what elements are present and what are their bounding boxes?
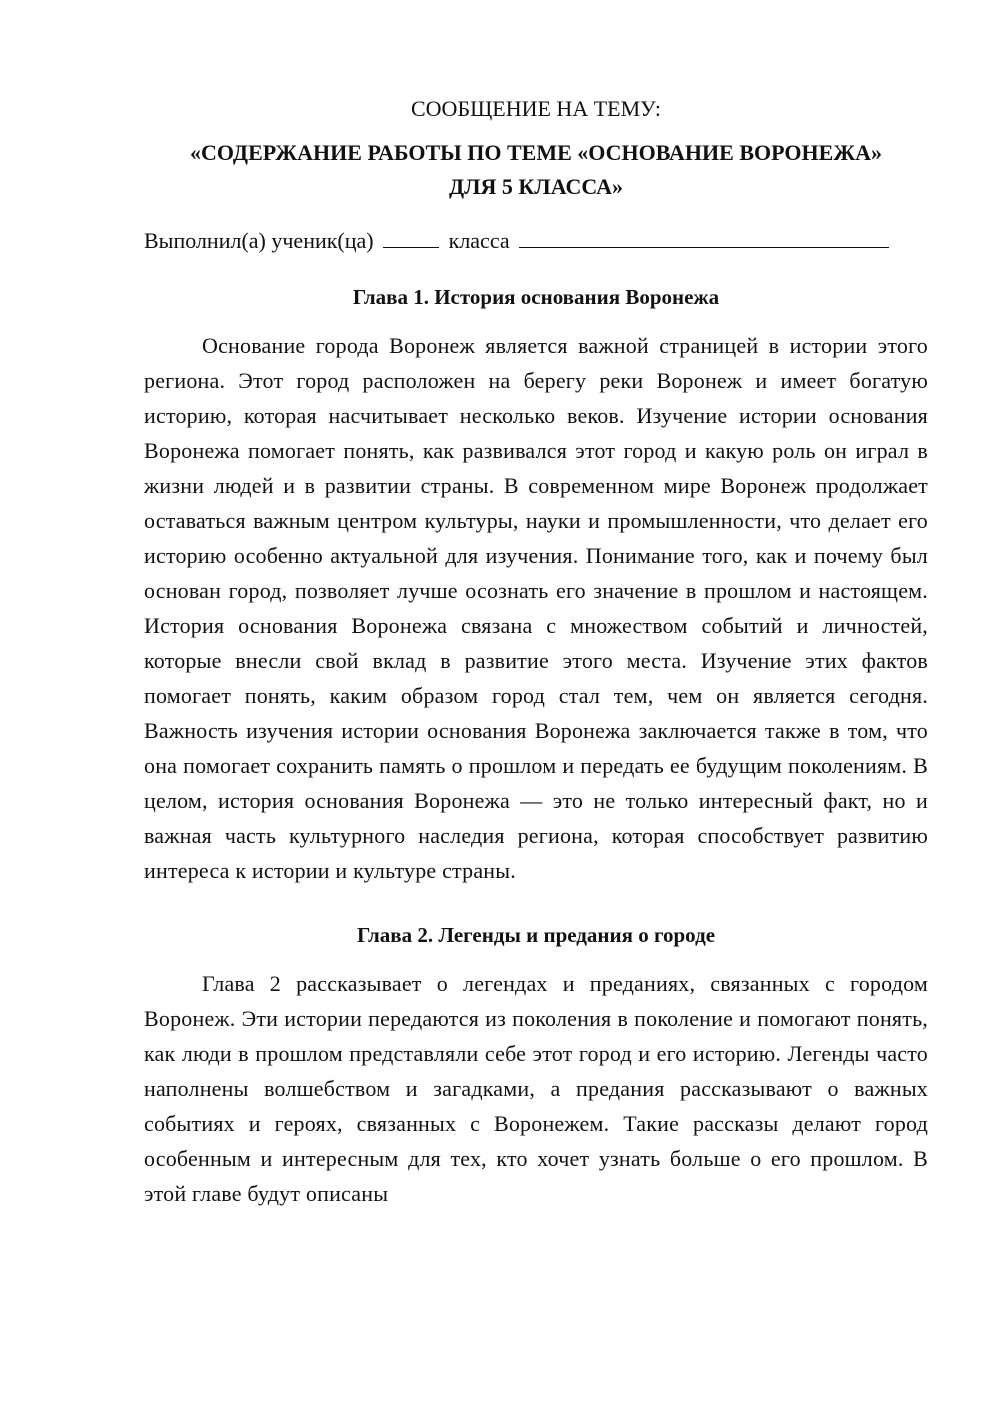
chapter-2-paragraph: Глава 2 рассказывает о легендах и преданиях, связанных с городом Воронеж. Эти истории передаются из поколения в поколение и помогают понять, как люди в прошлом представляли себе этот город и его историю. Легенды часто наполнены волшебством и загадками, а предания рассказывают о важных событиях и героях, связанных с Воронежем. Такие рассказы делают город особенным и интересным для тех, кто хочет узнать больше о его прошлом. В этой главе будут описаны bbox=[144, 971, 928, 1206]
title-line-1: «СОДЕРЖАНИЕ РАБОТЫ ПО ТЕМЕ «ОСНОВАНИЕ ВОРОНЕЖА» bbox=[190, 140, 882, 165]
class-word: класса bbox=[448, 228, 510, 253]
chapter-1-heading: Глава 1. История основания Воронежа bbox=[352, 285, 720, 309]
student-line bbox=[144, 224, 928, 258]
chapter-1-paragraph: Основание города Воронеж является важной страницей в истории этого региона. Этот город расположен на берегу реки Воронеж и имеет богатую историю, которая насчитывает несколько веков. Изучение истории основания Воронежа помогает понять, как развивался этот город и какую роль он играл в жизни людей и в развитии страны. В современном мире Воронеж продолжает оставаться важным центром культуры, науки и промышленности, что делает его историю особенно актуальной для изучения. Понимание того, как и почему был основан город, позволяет лучше осознать его значение в прошлом и настоящем. История основания Воронежа связана с множеством событий и личностей, которые внесли свой вклад в развитие этого места. Изучение этих фактов помогает понять, каким образом город стал тем, чем он является сегодня. Важность изучения истории основания Воронежа заключается также в том, что она помогает сохранить память о прошлом и передать ее будущим поколениям. В целом, история основания Воронежа — это не только интересный факт, но и важная часть культурного наследия региона, которая способствует развитию интереса к истории и культуре страны. bbox=[144, 333, 928, 883]
document-label: СООБЩЕНИЕ НА ТЕМУ: bbox=[411, 96, 661, 121]
student-name-blank bbox=[519, 227, 889, 248]
chapter-2-heading: Глава 2. Легенды и предания о городе bbox=[356, 923, 716, 947]
title-line-2: ДЛЯ 5 КЛАССА» bbox=[448, 174, 624, 199]
class-number-blank bbox=[383, 227, 439, 248]
document-title bbox=[144, 136, 928, 204]
document-page bbox=[144, 92, 928, 1211]
student-prefix: Выполнил(а) ученик(ца) bbox=[144, 228, 374, 253]
